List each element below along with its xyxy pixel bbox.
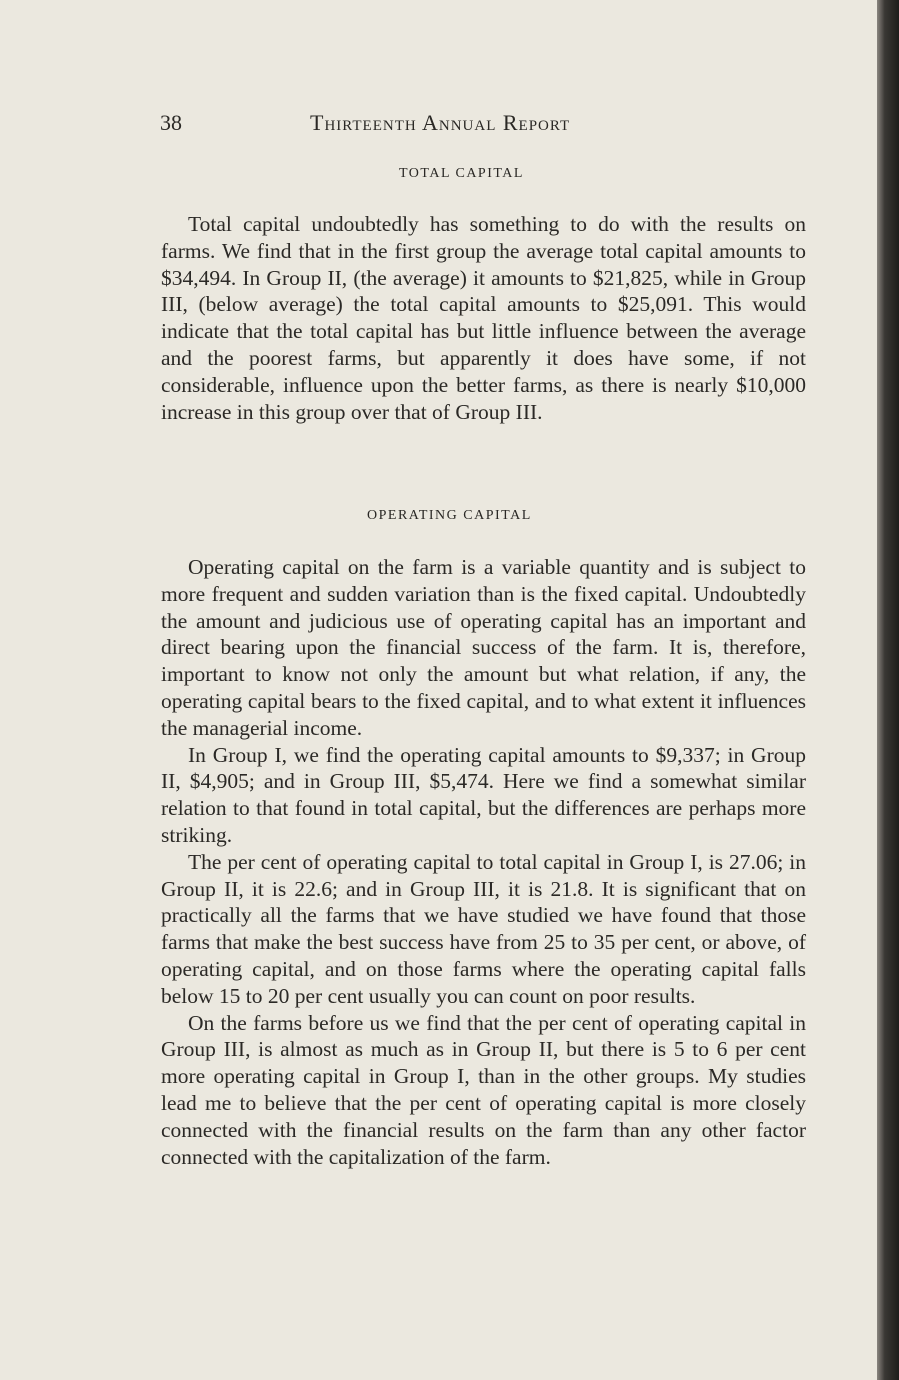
section-body-operating-capital: [161, 554, 806, 1170]
book-binding-edge: [877, 0, 899, 1380]
section-heading-operating-capital: OPERATING CAPITAL: [367, 508, 532, 523]
page-number: 38: [160, 110, 182, 135]
paragraph: On the farms before us we find that the per cent of operating capital in Group III, is almost as much as in Group II, but there is 5 to 6 per cent more operating capital in Group I, than in the other groups. My studies lead me to believe that the per cent of operating capital is more closely connected with the financial results on the farm than any other factor connected with the capitalization of the farm.: [161, 1010, 806, 1169]
section-body-total-capital: [161, 211, 806, 425]
section-heading-total-capital: TOTAL CAPITAL: [399, 166, 524, 181]
paragraph: In Group I, we find the operating capital amounts to $9,337; in Group II, $4,905; and in Group III, $5,474. Here we find a somewhat similar relation to that found in total capital, but the differences are perhaps more striking.: [161, 742, 806, 847]
paragraph: The per cent of operating capital to total capital in Group I, is 27.06; in Group II, it is 22.6; and in Group III, it is 21.8. It is significant that on practically all the farms that we have studied we have found that those farms that make the best success have from 25 to 35 per cent, or above, of operating capital, and on those farms where the operating capital falls below 15 to 20 per cent usually you can count on poor results.: [161, 849, 806, 1008]
running-head: [160, 110, 805, 140]
paragraph: Total capital undoubtedly has something to do with the results on farms. We find that in the first group the average total capital amounts to $34,494. In Group II, (the average) it amounts to $21,825, while in Group III, (below average) the total capital amounts to $25,091. This would indicate that the total capital has but little influence between the average and the poorest farms, but apparently it does have some, if not considerable, influence upon the better farms, as there is nearly $10,000 increase in this group over that of Group III.: [161, 212, 806, 424]
running-title: Thirteenth Annual Report: [310, 110, 571, 135]
paragraph: Operating capital on the farm is a variable quantity and is subject to more frequent and sudden variation than is the fixed capital. Undoubtedly the amount and judicious use of operating capital has an important and direct bearing upon the financial success of the farm. It is, therefore, important to know not only the amount but what relation, if any, the operating capital bears to the fixed capital, and to what extent it influences the managerial income.: [161, 555, 806, 740]
